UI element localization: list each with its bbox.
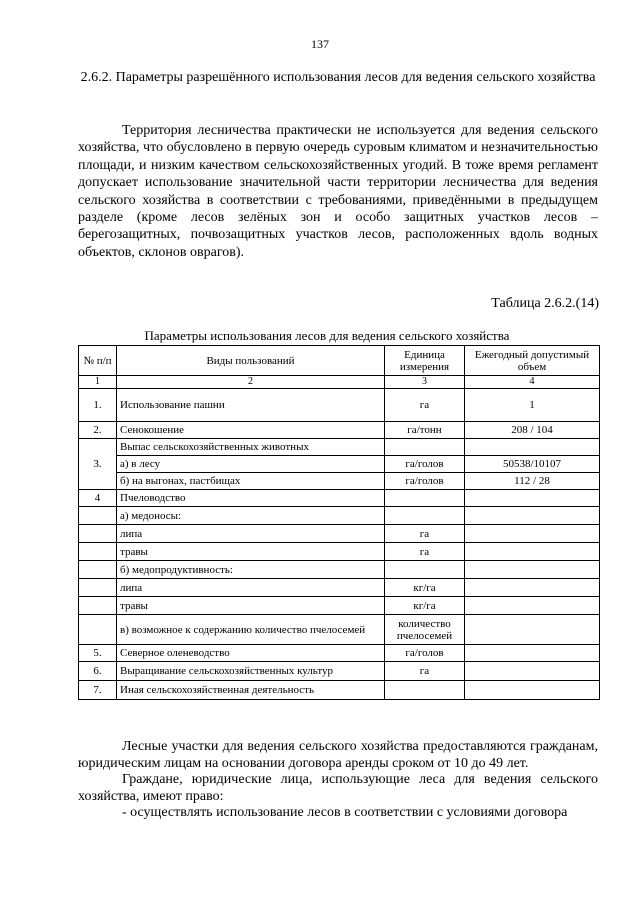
row-unit: кг/га xyxy=(385,597,465,615)
table-row xyxy=(79,662,600,681)
table-header-row xyxy=(79,346,600,376)
row-num: 5. xyxy=(79,645,117,662)
table-row xyxy=(79,456,600,473)
row-use: травы xyxy=(117,543,385,561)
row-volume: 112 / 28 xyxy=(465,473,600,490)
row-num: 1. xyxy=(79,389,117,422)
row-use: в) возможное к содержанию количество пчелосемей xyxy=(117,615,385,645)
row-volume xyxy=(465,507,600,525)
table-row xyxy=(79,543,600,561)
col-number: 1 xyxy=(79,376,117,389)
row-volume: 208 / 104 xyxy=(465,422,600,439)
row-volume xyxy=(465,662,600,681)
row-use: а) медоносы: xyxy=(117,507,385,525)
row-unit xyxy=(385,507,465,525)
section-heading: 2.6.2. Параметры разрешённого использования лесов для ведения сельского хозяйства xyxy=(80,70,596,85)
row-volume xyxy=(465,645,600,662)
row-use: б) медопродуктивность: xyxy=(117,561,385,579)
row-num xyxy=(79,525,117,543)
row-volume xyxy=(465,561,600,579)
row-num xyxy=(79,507,117,525)
col-number: 2 xyxy=(117,376,385,389)
table-row xyxy=(79,507,600,525)
table-label: Таблица 2.6.2.(14) xyxy=(491,296,599,311)
row-num: 3. xyxy=(79,439,117,490)
closing-text xyxy=(78,739,598,822)
row-volume xyxy=(465,525,600,543)
row-volume xyxy=(465,490,600,507)
row-volume xyxy=(465,579,600,597)
row-unit xyxy=(385,561,465,579)
table-row xyxy=(79,561,600,579)
row-num: 7. xyxy=(79,681,117,700)
row-use: б) на выгонах, пастбищах xyxy=(117,473,385,490)
table-row xyxy=(79,645,600,662)
closing-paragraph: Граждане, юридические лица, использующие леса для ведения сельского хозяйства, имеют право: xyxy=(78,772,598,804)
row-unit xyxy=(385,490,465,507)
header-num: № п/п xyxy=(79,346,117,376)
row-num: 4 xyxy=(79,490,117,507)
row-use: Сенокошение xyxy=(117,422,385,439)
row-volume xyxy=(465,543,600,561)
header-volume: Ежегодный допустимый объем xyxy=(465,346,600,376)
row-use: Пчеловодство xyxy=(117,490,385,507)
column-number-row xyxy=(79,376,600,389)
intro-paragraph: Территория лесничества практически не используется для ведения сельского хозяйства, что обусловлено в первую очередь суровым климатом и незначительностью площади, и низким качеством сельскохозяйственных угодий. В тоже время регламент допускает использование значительной части территории лесничества для ведения сельского хозяйства в соответствии с требованиями, приведёнными в предыдущем разделе (кроме лесов зелёных зон и особо защитных участков лесов – берегозащитных, почвозащитных участков лесов, расположенных вдоль водных объектов, склонов оврагов). xyxy=(78,123,598,260)
row-volume: 50538/10107 xyxy=(465,456,600,473)
col-number: 3 xyxy=(385,376,465,389)
row-num xyxy=(79,543,117,561)
row-num: 6. xyxy=(79,662,117,681)
row-volume xyxy=(465,597,600,615)
table-row xyxy=(79,525,600,543)
table-row xyxy=(79,473,600,490)
row-unit: количество пчелосемей xyxy=(385,615,465,645)
closing-paragraph: - осуществлять использование лесов в соответствии с условиями договора xyxy=(122,805,568,820)
row-volume: 1 xyxy=(465,389,600,422)
row-volume xyxy=(465,439,600,456)
table-row xyxy=(79,422,600,439)
row-use: Иная сельскохозяйственная деятельность xyxy=(117,681,385,700)
row-num xyxy=(79,561,117,579)
page-number: 137 xyxy=(311,37,329,51)
row-use: липа xyxy=(117,579,385,597)
row-volume xyxy=(465,681,600,700)
parameters-table xyxy=(78,345,600,700)
row-unit xyxy=(385,681,465,700)
row-unit: га/голов xyxy=(385,645,465,662)
table-row xyxy=(79,597,600,615)
row-unit: га xyxy=(385,662,465,681)
row-use: Использование пашни xyxy=(117,389,385,422)
row-unit: га/тонн xyxy=(385,422,465,439)
row-use: травы xyxy=(117,597,385,615)
row-unit: га xyxy=(385,525,465,543)
row-use: липа xyxy=(117,525,385,543)
row-unit: га/голов xyxy=(385,456,465,473)
table-row xyxy=(79,389,600,422)
row-use-group: Выпас сельскохозяйственных животных xyxy=(117,439,385,456)
table-row xyxy=(79,579,600,597)
row-unit xyxy=(385,439,465,456)
row-use: Выращивание сельскохозяйственных культур xyxy=(117,662,385,681)
row-unit: кг/га xyxy=(385,579,465,597)
row-unit: га xyxy=(385,543,465,561)
row-num: 2. xyxy=(79,422,117,439)
row-use: Северное оленеводство xyxy=(117,645,385,662)
table-row xyxy=(79,490,600,507)
header-unit: Единица измерения xyxy=(385,346,465,376)
row-unit: га/голов xyxy=(385,473,465,490)
row-unit: га xyxy=(385,389,465,422)
table-title: Параметры использования лесов для ведения сельского хозяйства xyxy=(144,328,510,343)
row-num xyxy=(79,579,117,597)
row-volume xyxy=(465,615,600,645)
table-row xyxy=(79,615,600,645)
closing-paragraph: Лесные участки для ведения сельского хозяйства предоставляются гражданам, юридическим лицам на основании договора аренды сроком от 10 до 49 лет. xyxy=(78,739,598,771)
row-use: а) в лесу xyxy=(117,456,385,473)
table-row xyxy=(79,681,600,700)
header-use: Виды пользований xyxy=(117,346,385,376)
table-row xyxy=(79,439,600,456)
row-num xyxy=(79,615,117,645)
row-num xyxy=(79,597,117,615)
col-number: 4 xyxy=(465,376,600,389)
